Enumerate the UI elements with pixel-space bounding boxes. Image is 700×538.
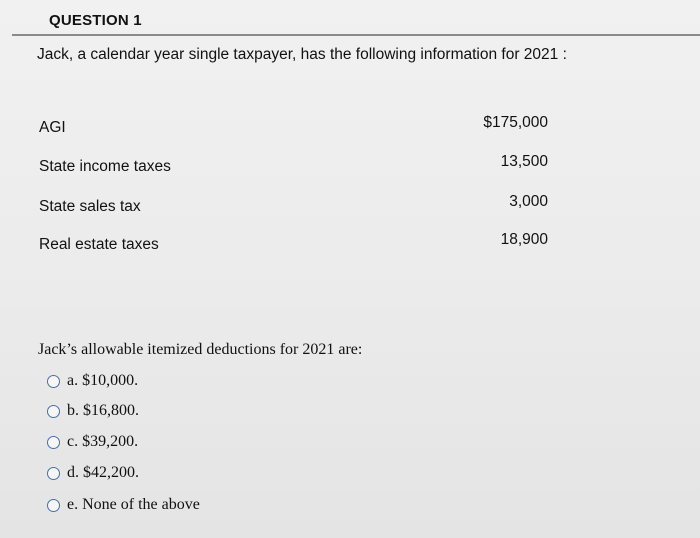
row-label-state-income-taxes: State income taxes: [39, 158, 171, 175]
radio-button-icon[interactable]: [47, 405, 60, 418]
row-value-agi: $175,000: [483, 114, 548, 131]
choice-e[interactable]: [47, 495, 200, 515]
radio-button-icon[interactable]: [47, 436, 60, 449]
choice-c-label: c. $39,200.: [67, 433, 139, 450]
table-row: [0, 231, 700, 258]
radio-button-icon[interactable]: [47, 467, 60, 480]
radio-button-icon[interactable]: [47, 375, 60, 388]
question-title: QUESTION 1: [49, 12, 142, 29]
radio-button-icon[interactable]: [47, 499, 60, 512]
row-value-real-estate-taxes: 18,900: [500, 231, 548, 248]
row-label-real-estate-taxes: Real estate taxes: [39, 236, 159, 253]
row-label-state-sales-tax: State sales tax: [39, 198, 141, 215]
choice-a-label: a. $10,000.: [67, 372, 139, 389]
choice-d[interactable]: [47, 463, 139, 483]
choice-d-label: d. $42,200.: [67, 464, 139, 481]
row-value-state-sales-tax: 3,000: [509, 193, 548, 210]
table-row: [0, 193, 700, 220]
choice-e-label: e. None of the above: [67, 496, 200, 513]
row-value-state-income-taxes: 13,500: [500, 153, 548, 170]
table-row: [0, 153, 700, 180]
choice-b-label: b. $16,800.: [67, 402, 139, 419]
header-divider: [12, 34, 700, 36]
question-intro: Jack, a calendar year single taxpayer, has the following information for 2021 :: [37, 46, 567, 63]
choice-a[interactable]: [47, 371, 138, 391]
table-row: [0, 114, 700, 141]
choice-c[interactable]: [47, 432, 138, 452]
row-label-agi: AGI: [39, 119, 66, 136]
choice-b[interactable]: [47, 401, 139, 421]
question-prompt: Jack’s allowable itemized deductions for 2021 are:: [38, 341, 363, 358]
